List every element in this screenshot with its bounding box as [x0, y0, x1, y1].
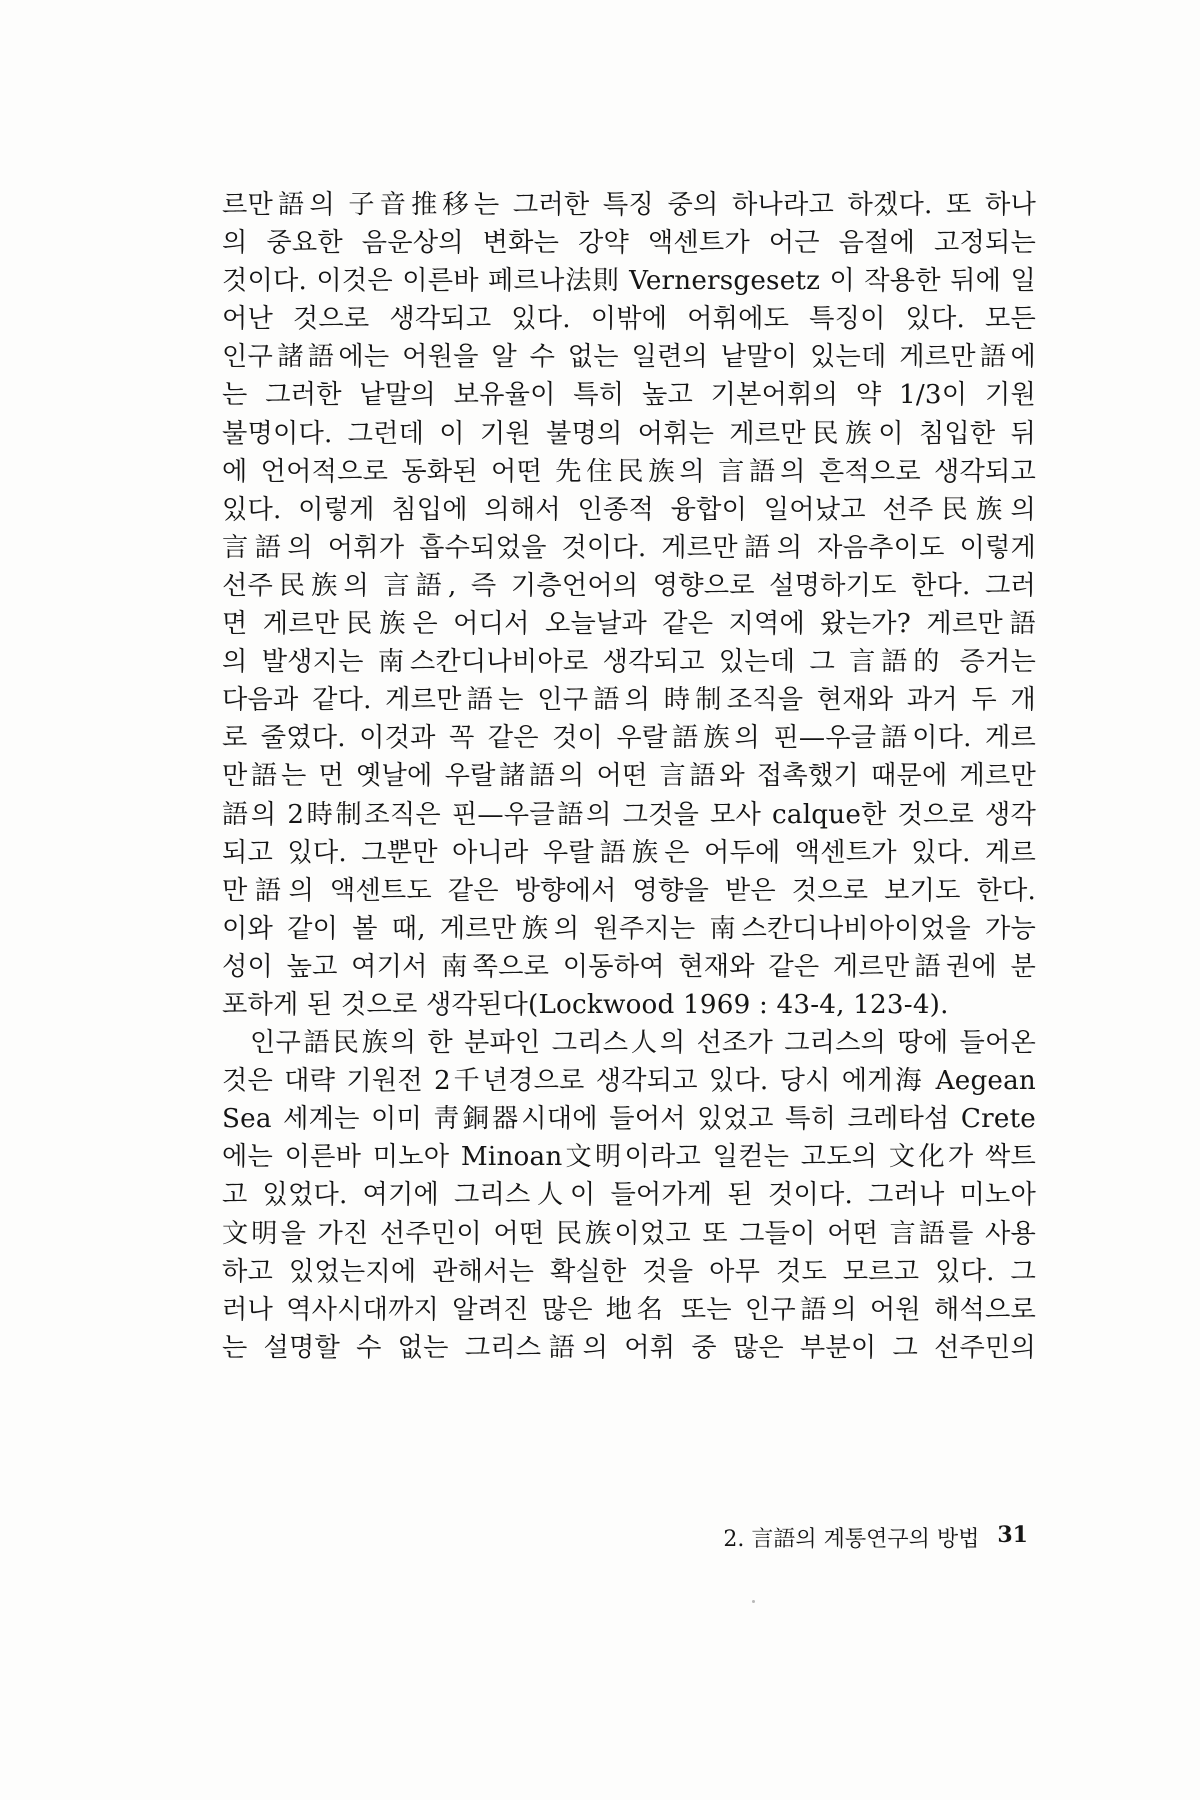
scan-speck [752, 1600, 755, 1603]
text-line: 어난 것으로 생각되고 있다. 이밖에 어휘에도 특징이 있다. 모든 [222, 304, 1036, 335]
text-line: 인구諸語에는 어원을 알 수 없는 일련의 낱말이 있는데 게르만語에 [222, 342, 1036, 373]
text-line: 성이 높고 여기서 南쪽으로 이동하여 현재와 같은 게르만語권에 분 [222, 951, 1036, 982]
text-line: 르만語의 子音推移는 그러한 특징 중의 하나라고 하겠다. 또 하나 [222, 190, 1036, 220]
text-line: 語의 2時制조직은 핀—우글語의 그것을 모사 calque한 것으로 생각 [222, 799, 1036, 830]
page-footer [668, 1522, 1028, 1553]
text-line: 하고 있었는지에 관해서는 확실한 것을 아무 것도 모르고 있다. 그 [222, 1256, 1036, 1287]
paragraph-1 [222, 186, 1036, 1024]
text-line: 선주民族의 言語, 즉 기층언어의 영향으로 설명하기도 한다. 그러 [222, 570, 1036, 601]
text-line: 言語의 어휘가 흡수되었을 것이다. 게르만語의 자음추이도 이렇게 [222, 532, 1036, 563]
text-line: 에는 이른바 미노아 Minoan文明이라고 일컫는 고도의 文化가 싹트 [222, 1142, 1036, 1173]
text-line: 있다. 이렇게 침입에 의해서 인종적 융합이 일어났고 선주民族의 [222, 494, 1036, 525]
text-line: 의 발생지는 南스칸디나비아로 생각되고 있는데 그 言語的 증거는 [222, 647, 1036, 678]
text-line: 러나 역사시대까지 알려진 많은 地名 또는 인구語의 어원 해석으로 [222, 1294, 1036, 1325]
text-line: 만語의 액센트도 같은 방향에서 영향을 받은 것으로 보기도 한다. [222, 875, 1036, 906]
text-line: 文明을 가진 선주민이 어떤 民族이었고 또 그들이 어떤 言語를 사용 [222, 1218, 1036, 1249]
text-line: 인구語民族의 한 분파인 그리스人의 선조가 그리스의 땅에 들어온 [250, 1028, 1036, 1059]
text-line: 고 있었다. 여기에 그리스人이 들어가게 된 것이다. 그러나 미노아 [222, 1180, 1036, 1211]
page-number: 31 [997, 1522, 1028, 1548]
text-line: 에 언어적으로 동화된 어떤 先住民族의 言語의 흔적으로 생각되고 [222, 456, 1036, 487]
text-line: Sea 세계는 이미 靑銅器시대에 들어서 있었고 특히 크레타섬 Crete [222, 1104, 1036, 1135]
text-line: 는 설명할 수 없는 그리스語의 어휘 중 많은 부분이 그 선주민의 [222, 1332, 1036, 1363]
text-line: 만語는 먼 옛날에 우랄諸語의 어떤 言語와 접촉했기 때문에 게르만 [222, 761, 1036, 792]
text-line: 포하게 된 것으로 생각된다(Lockwood 1969 : 43-4, 123-4). [222, 989, 949, 1020]
body-text [222, 186, 1036, 1367]
text-line: 는 그러한 낱말의 보유율이 특히 높고 기본어휘의 약 1/3이 기원 [222, 380, 1036, 411]
running-head: 2. 言語의 계통연구의 방법 [723, 1527, 980, 1552]
paragraph-2 [222, 1024, 1036, 1367]
text-line: 불명이다. 그런데 이 기원 불명의 어휘는 게르만民族이 침입한 뒤 [222, 418, 1036, 449]
text-line: 면 게르만民族은 어디서 오늘날과 같은 지역에 왔는가? 게르만語 [222, 609, 1036, 640]
text-line: 의 중요한 음운상의 변화는 강약 액센트가 어근 음절에 고정되는 [222, 228, 1036, 259]
text-line: 것은 대략 기원전 2千년경으로 생각되고 있다. 당시 에게海 Aegean [222, 1066, 1036, 1097]
text-line: 이와 같이 볼 때, 게르만族의 원주지는 南스칸디나비아이었을 가능 [222, 913, 1036, 944]
text-line: 것이다. 이것은 이른바 페르나法則 Vernersgesetz 이 작용한 뒤에 일 [222, 266, 1036, 297]
text-line: 되고 있다. 그뿐만 아니라 우랄語族은 어두에 액센트가 있다. 게르 [222, 837, 1036, 868]
text-line: 다음과 같다. 게르만語는 인구語의 時制조직을 현재와 과거 두 개 [222, 685, 1036, 716]
text-line: 로 줄였다. 이것과 꼭 같은 것이 우랄語族의 핀—우글語이다. 게르 [222, 723, 1036, 754]
